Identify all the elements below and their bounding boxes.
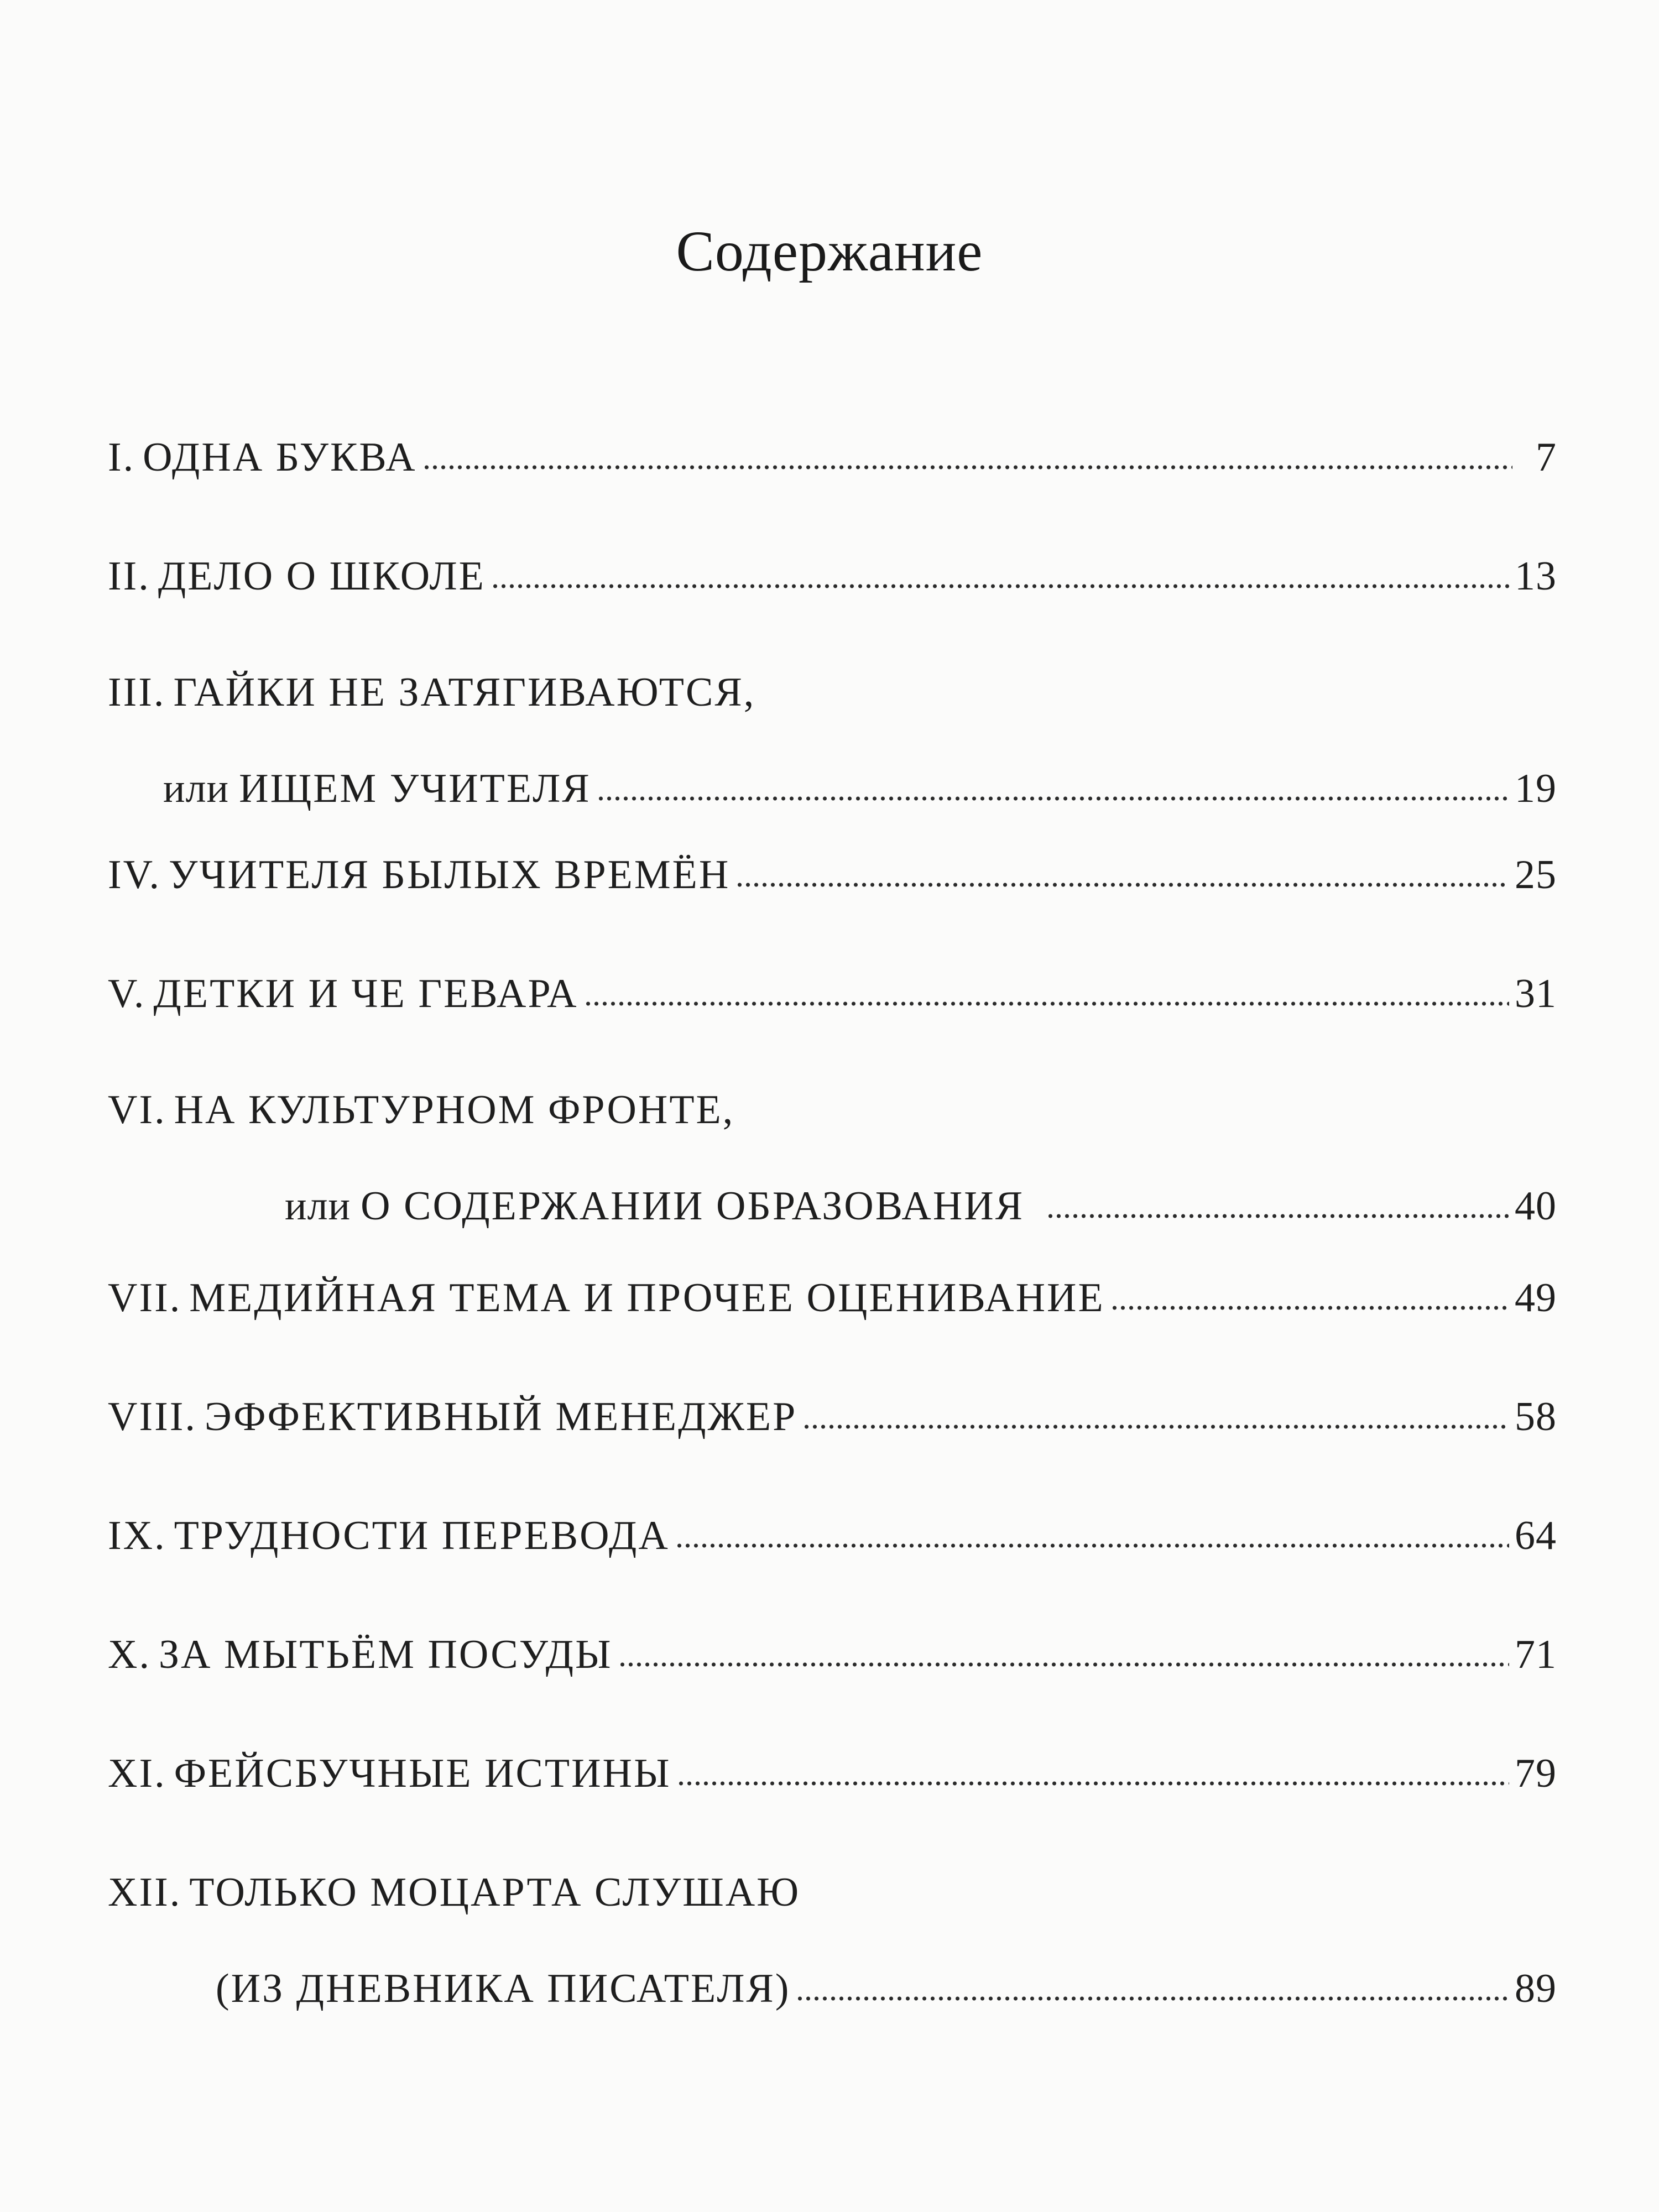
dot-leader — [597, 796, 1509, 801]
chapter-title: НА КУЛЬТУРНОМ ФРОНТЕ, — [174, 1087, 735, 1133]
page-number: 71 — [1515, 1632, 1557, 1677]
page-number: 79 — [1515, 1751, 1557, 1796]
toc-entry-label — [108, 852, 731, 898]
dot-leader — [1046, 1214, 1509, 1218]
toc-line — [108, 1183, 1557, 1229]
toc-entry-3[interactable] — [108, 672, 1557, 809]
chapter-number: VI. — [108, 1087, 166, 1133]
chapter-number: IV. — [108, 852, 161, 898]
chapter-title: ГАЙКИ НЕ ЗАТЯГИВАЮТСЯ, — [173, 670, 756, 715]
toc-line — [108, 1087, 1557, 1133]
page-number: 19 — [1515, 766, 1557, 811]
dot-leader — [584, 1001, 1509, 1006]
chapter-subtitle: О СОДЕРЖАНИИ ОБРАЗОВАНИЯ — [361, 1183, 1025, 1229]
toc-entry-7[interactable] — [108, 1275, 1557, 1321]
dot-leader — [422, 465, 1512, 469]
toc-entry-label — [108, 556, 486, 597]
toc-entry-8[interactable] — [108, 1396, 1557, 1437]
page-number: 7 — [1536, 435, 1557, 480]
toc-entry-9[interactable] — [108, 1515, 1557, 1556]
dot-leader — [618, 1662, 1509, 1667]
toc-entry-label — [108, 1396, 797, 1437]
dot-leader — [1110, 1306, 1509, 1310]
toc-entry-label — [108, 1634, 613, 1675]
toc-line — [108, 1872, 1557, 1913]
page-number: 31 — [1515, 971, 1557, 1016]
toc-entry-5[interactable] — [108, 973, 1557, 1014]
chapter-title: ОДНА БУКВА — [143, 435, 417, 480]
toc-line — [108, 1968, 1557, 2009]
toc-entry-1[interactable] — [108, 437, 1557, 478]
toc-entry-6[interactable] — [108, 1089, 1557, 1227]
toc-entry-11[interactable] — [108, 1753, 1557, 1794]
toc-entry-10[interactable] — [108, 1634, 1557, 1675]
alt-title-connector: или — [285, 1183, 351, 1229]
toc-entry-label — [216, 1968, 790, 2009]
chapter-number: IX. — [108, 1513, 166, 1558]
chapter-number: I. — [108, 435, 135, 480]
chapter-number: VIII. — [108, 1394, 197, 1439]
chapter-number: II. — [108, 554, 150, 599]
toc-entry-label — [163, 768, 591, 809]
chapter-number: V. — [108, 971, 146, 1016]
toc-line — [108, 1753, 1557, 1794]
toc-entry-label — [108, 1087, 735, 1133]
toc-line — [108, 1275, 1557, 1321]
chapter-title: УЧИТЕЛЯ БЫЛЫХ ВРЕМЁН — [169, 852, 731, 898]
page-number: 89 — [1515, 1966, 1557, 2011]
toc-line — [108, 1515, 1557, 1556]
dot-leader — [735, 883, 1509, 887]
toc-entry-label — [108, 1515, 670, 1556]
toc-line — [108, 437, 1557, 478]
dot-leader — [796, 1996, 1509, 2001]
chapter-title: ЗА МЫТЬЁМ ПОСУДЫ — [158, 1632, 613, 1677]
chapter-title: ТОЛЬКО МОЦАРТА СЛУШАЮ — [189, 1870, 801, 1915]
toc-entry-4[interactable] — [108, 852, 1557, 898]
chapter-number: X. — [108, 1632, 151, 1677]
page-title: Содержание — [676, 220, 983, 283]
chapter-subtitle: ИЩЕМ УЧИТЕЛЯ — [239, 766, 591, 811]
dot-leader — [491, 584, 1509, 588]
toc-entry-label — [108, 1275, 1105, 1321]
toc-entry-label — [108, 1753, 671, 1794]
chapter-title: ТРУДНОСТИ ПЕРЕВОДА — [174, 1513, 670, 1558]
toc-entry-12[interactable] — [108, 1872, 1557, 2009]
toc-entry-label — [285, 1183, 1025, 1229]
dot-leader — [802, 1425, 1509, 1429]
chapter-title: ДЕТКИ И ЧЕ ГЕВАРА — [153, 971, 578, 1016]
chapter-number: III. — [108, 670, 166, 715]
toc-line — [108, 852, 1557, 898]
page-number: 58 — [1515, 1394, 1557, 1439]
chapter-title: ЭФФЕКТИВНЫЙ МЕНЕДЖЕР — [204, 1394, 797, 1439]
toc-line — [108, 1634, 1557, 1675]
toc-entry-2[interactable] — [108, 556, 1557, 597]
page-number: 25 — [1515, 852, 1557, 898]
dot-leader — [675, 1543, 1509, 1548]
dot-leader — [677, 1781, 1509, 1786]
toc-line — [108, 973, 1557, 1014]
page-number: 49 — [1515, 1275, 1557, 1321]
toc-line — [108, 672, 1557, 713]
toc-entry-label — [108, 973, 578, 1014]
chapter-title: ДЕЛО О ШКОЛЕ — [158, 554, 486, 599]
toc-line — [108, 768, 1557, 809]
page-number: 40 — [1515, 1183, 1557, 1229]
chapter-number: XII. — [108, 1870, 182, 1915]
page-number: 13 — [1515, 554, 1557, 599]
chapter-subtitle: (ИЗ ДНЕВНИКА ПИСАТЕЛЯ) — [216, 1966, 791, 2011]
chapter-title: ФЕЙСБУЧНЫЕ ИСТИНЫ — [174, 1751, 671, 1796]
toc-entry-label — [108, 672, 755, 713]
chapter-number: VII. — [108, 1275, 182, 1321]
chapter-number: XI. — [108, 1751, 166, 1796]
toc-line — [108, 556, 1557, 597]
chapter-title: МЕДИЙНАЯ ТЕМА И ПРОЧЕЕ ОЦЕНИВАНИЕ — [189, 1275, 1105, 1321]
page-number: 64 — [1515, 1513, 1557, 1558]
toc-entry-label — [108, 437, 417, 478]
toc-line — [108, 1396, 1557, 1437]
toc-entry-label — [108, 1872, 800, 1913]
alt-title-connector: или — [163, 766, 229, 811]
